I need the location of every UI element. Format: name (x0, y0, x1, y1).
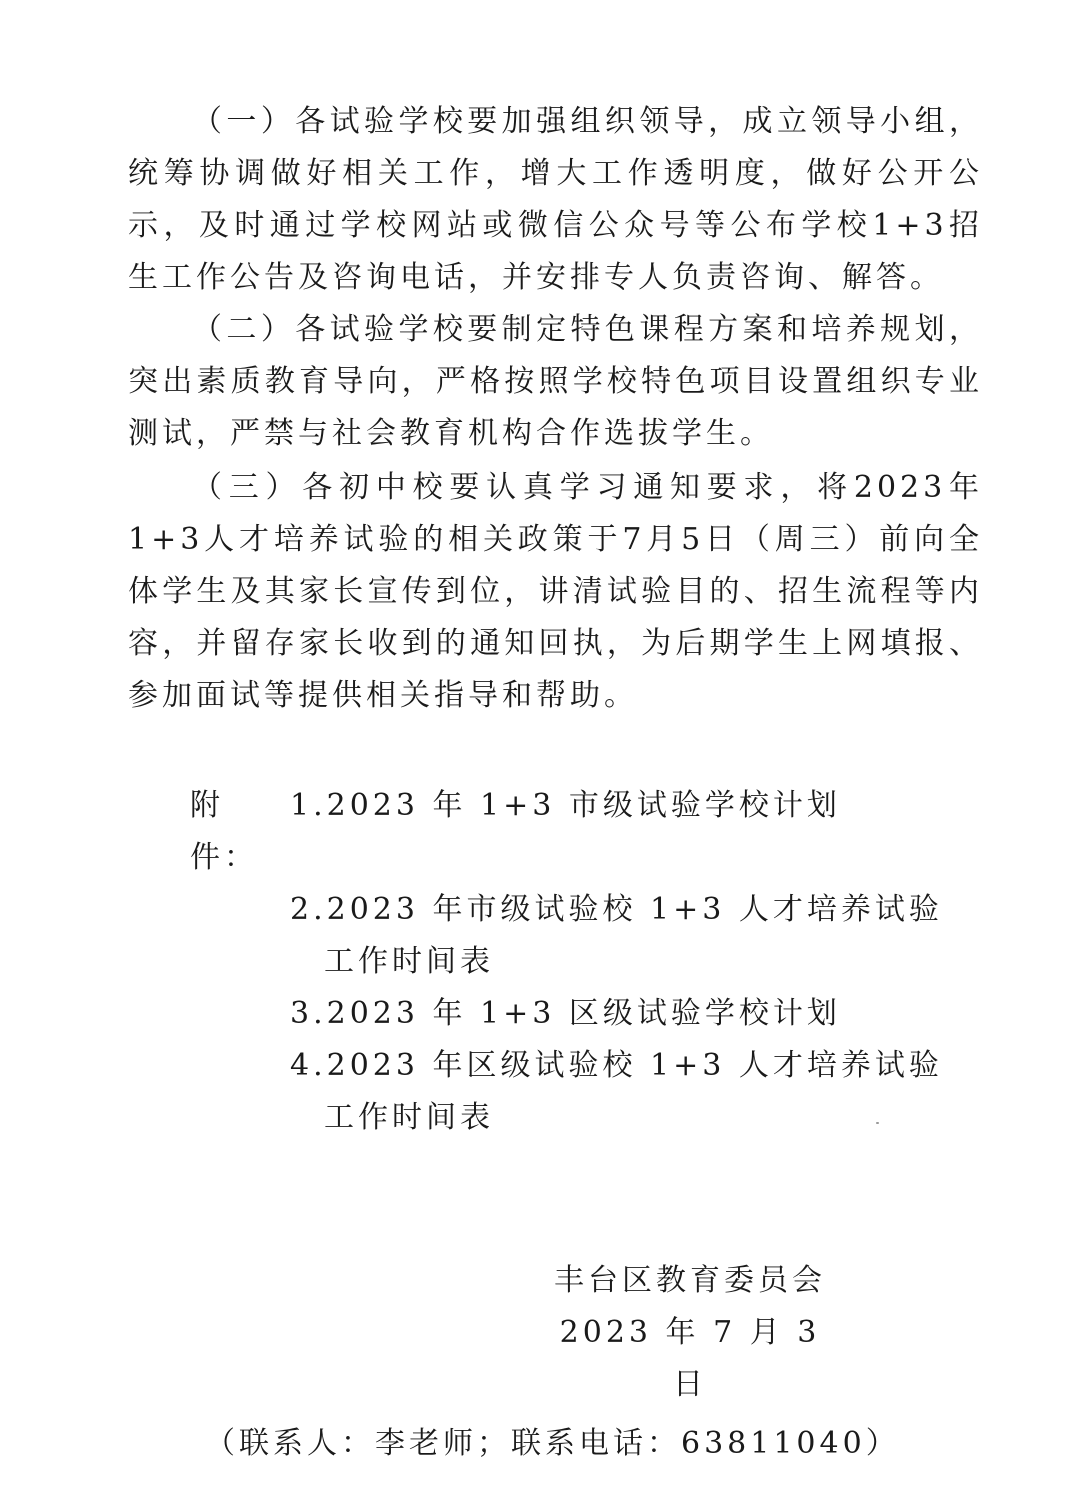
contact-info: （联系人：李老师；联系电话：63811040） (205, 1426, 900, 1461)
paragraph-3: （三）各初中校要认真学习通知要求，将2023年1+3人才培养试验的相关政策于7月5日（周三）前向全体学生及其家长宣传到位，讲清试验目的、招生流程等内容，并留存家长收到的通知回执，为后期学生上网填报、参加面试等提供相关指导和帮助。 (128, 470, 983, 713)
issue-date: 2023 年 7 月 3 日 (559, 1315, 821, 1402)
attachment-row (190, 780, 950, 884)
attachments-label: 附件： (190, 788, 258, 875)
attachment-item-4: 4.2023 年区级试验校 1+3 人才培养试验工作时间表 (290, 1048, 943, 1135)
paragraph-2: （二）各试验学校要制定特色课程方案和培养规划，突出素质教育导向，严格按照学校特色项目设置组织专业测试，严禁与社会教育机构合作选拔学生。 (128, 312, 983, 451)
attachment-item-3: 3.2023 年 1+3 区级试验学校计划 (290, 996, 841, 1031)
attachments-list (190, 780, 950, 1144)
scan-speck (876, 1122, 879, 1124)
attachment-row (190, 1040, 950, 1144)
issuing-organization: 丰台区教育委员会 (554, 1263, 826, 1298)
attachment-row (190, 884, 950, 988)
attachment-row (190, 988, 950, 1040)
attachment-item-1: 1.2023 年 1+3 市级试验学校计划 (290, 788, 841, 823)
attachment-item-2: 2.2023 年市级试验校 1+3 人才培养试验工作时间表 (290, 892, 943, 979)
paragraph-1: （一）各试验学校要加强组织领导，成立领导小组，统筹协调做好相关工作，增大工作透明度，做好公开公示，及时通过学校网站或微信公众号等公布学校1+3招生工作公告及咨询电话，并安排专人负责咨询、解答。 (128, 104, 983, 295)
